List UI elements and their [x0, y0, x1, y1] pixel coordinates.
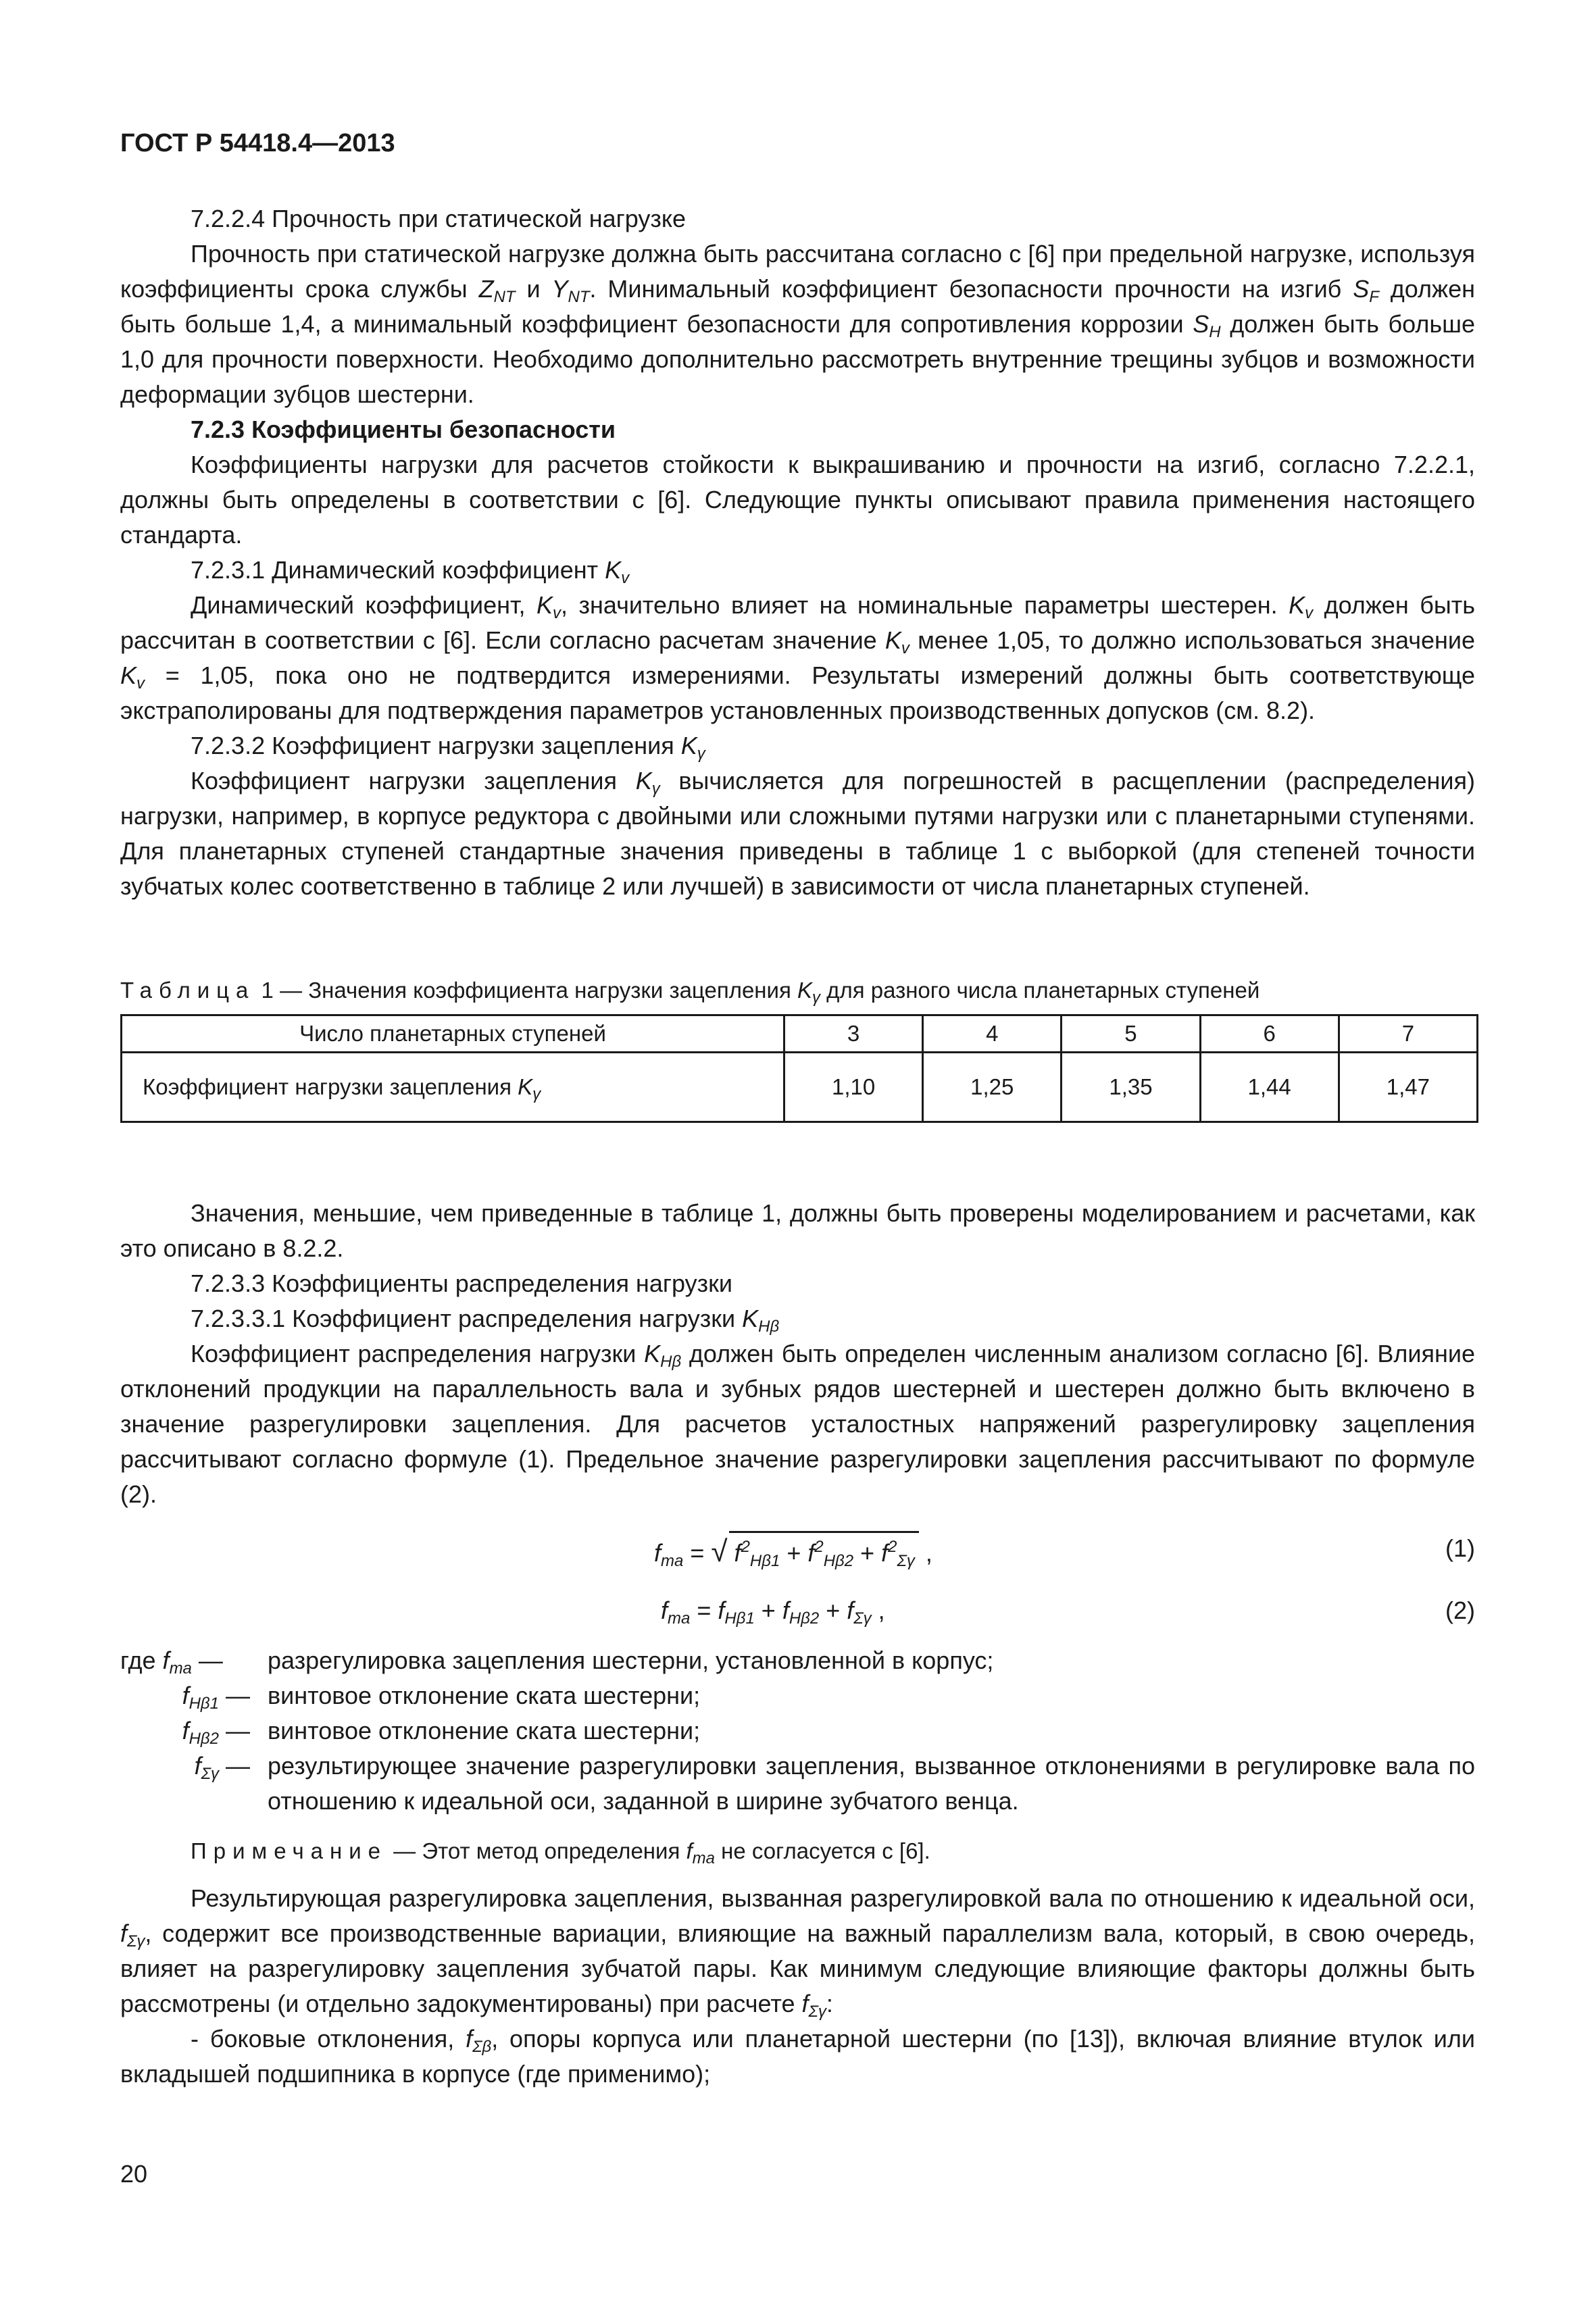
after-table-paragraph: Значения, меньшие, чем приведенные в таблице 1, должны быть проверены моделированием и расчетами, как это описано в 8.2.2.: [120, 1199, 1475, 1262]
text-block-lower: [120, 1196, 1475, 2092]
table-cell: 6: [1200, 1015, 1339, 1053]
text-block-upper: [120, 201, 1475, 904]
definition-fsg: $f_{\Sigma\gamma}$ — результирующее значение разрегулировки зацепления, вызванное отклонениями в регулировке вала по отношению к идеальной оси, заданной в ширине зубчатого венца.: [194, 1752, 1475, 1815]
definition-fhb1: $f_{H\beta 1}$ — винтовое отклонение ската шестерни;: [182, 1682, 701, 1713]
section-7231-paragraph: Динамический коэффициент, $K_v$, значительно влияет на номинальные параметры шестерен. $K_v$ должен быть рассчитан в соответствии с [6]. Если согласно расчетам значение $K_v$ менее 1,05, то должно использоваться значение $K_v = 1,05$, пока оно не подтвердится измерениями. Результаты измерений должны быть соответствующе экстраполированы для подтверждения параметров установленных производственных допусков (см. 8.2).: [120, 591, 1476, 724]
section-72331-title: 7.2.3.3.1 Коэффициент распределения нагрузки $K_{H\beta}$: [191, 1305, 780, 1336]
document-header: ГОСТ Р 54418.4—2013: [120, 129, 395, 157]
table-row: [122, 1053, 1478, 1122]
formula-2: $f_{ma} = f_{H\beta 1} + f_{H\beta 2} + f_{\Sigma\gamma}$ , (2): [120, 1581, 1475, 1643]
table-cell: 1,10: [784, 1053, 923, 1122]
table-1-block: [120, 975, 1475, 1123]
definition-fhb2: $f_{H\beta 2}$ — винтовое отклонение ската шестерни;: [182, 1717, 701, 1748]
table-cell: 7: [1339, 1015, 1477, 1053]
table-cell: 4: [923, 1015, 1062, 1053]
table-1-caption: Таблица 1 — Значения коэффициента нагрузки зацепления $K_\gamma$ для разного числа планетарных ступеней: [120, 978, 1260, 1007]
symbol-definitions: [120, 1643, 1475, 1819]
section-7232-title: 7.2.3.2 Коэффициент нагрузки зацепления $K_\gamma$: [191, 732, 705, 763]
note: Примечание — Этот метод определения $f_{ma}$ не согласуется с [6].: [191, 1838, 930, 1867]
section-723-paragraph: Коэффициенты нагрузки для расчетов стойкости к выкрашиванию и прочности на изгиб, согласно 7.2.2.1, должны быть определены в соответствии с [6]. Следующие пункты описывают правила применения настоящего стандарта.: [120, 451, 1475, 549]
table-cell: 3: [784, 1015, 923, 1053]
formula-1: $f_{ma}$ = √ $f^2_{H\beta 1} + f^2_{H\beta 2} + f^2_{\Sigma\gamma}$ , (1): [120, 1519, 1475, 1581]
formula-number-2: (2): [1445, 1596, 1475, 1624]
table-header-cell: Число планетарных ступеней: [122, 1015, 784, 1053]
table-header-cell: Коэффициент нагрузки зацепления $K_\gamma$: [122, 1053, 784, 1122]
table-1: [120, 1014, 1478, 1123]
table-cell: 1,35: [1062, 1053, 1200, 1122]
section-72331-paragraph: Коэффициент распределения нагрузки $K_{H\beta}$ должен быть определен численным анализом согласно [6]. Влияние отклонений продукции на параллельность вала и зубных рядов шестерней и шестерен должно быть включено в значение разрегулировки зацепления. Для расчетов усталостных напряжений разрегулировку зацепления рассчитывают согласно формуле (1). Предельное значение разрегулировки зацепления рассчитывают по формуле (2).: [120, 1340, 1475, 1508]
list-item: - боковые отклонения, $f_{\Sigma\beta}$, опоры корпуса или планетарной шестерни (по [13]), включая влияние втулок или вкладышей подшипника в корпусе (где применимо);: [120, 2025, 1475, 2088]
section-7233-title: 7.2.3.3 Коэффициенты распределения нагрузки: [191, 1269, 732, 1297]
table-cell: 5: [1062, 1015, 1200, 1053]
section-7231-title: 7.2.3.1 Динамический коэффициент $K_v$: [191, 556, 630, 587]
table-row: [122, 1015, 1478, 1053]
section-7224-title: 7.2.2.4 Прочность при статической нагрузке: [191, 205, 687, 232]
section-723-title: 7.2.3 Коэффициенты безопасности: [191, 416, 616, 443]
table-cell: 1,47: [1339, 1053, 1477, 1122]
section-7232-paragraph: Коэффициент нагрузки зацепления $K_\gamma$ вычисляется для погрешностей в расщеплении (распределения) нагрузки, например, в корпусе редуктора с двойными или сложными путями нагрузки или с планетарными ступенями. Для планетарных ступеней стандартные значения приведены в таблице 1 с выборкой (для степеней точности зубчатых колес соответственно в таблице 2 или лучшей) в зависимости от числа планетарных ступеней.: [120, 767, 1475, 900]
formula-number-1: (1): [1445, 1534, 1475, 1562]
table-cell: 1,25: [923, 1053, 1062, 1122]
section-7224-paragraph: Прочность при статической нагрузке должна быть рассчитана согласно с [6] при предельной нагрузке, используя коэффициенты срока службы $Z_{NT}$ и $Y_{NT}$. Минимальный коэффициент безопасности прочности на изгиб $S_F$ должен быть больше 1,4, а минимальный коэффициент безопасности для сопротивления коррозии $S_H$ должен быть больше 1,0 для прочности поверхности. Необходимо дополнительно рассмотреть внутренние трещины зубцов и возможности деформации зубцов шестерни.: [120, 240, 1475, 408]
final-paragraph: Результирующая разрегулировка зацепления, вызванная разрегулировкой вала по отношению к идеальной оси, $f_{\Sigma\gamma}$, содержит все производственные вариации, влияющие на важный параллелизм вала, который, в свою очередь, влияет на разрегулировку зацепления зубчатой пары. Как минимум следующие влияющие факторы должны быть рассмотрены (и отдельно задокументированы) при расчете $f_{\Sigma\gamma}$:: [120, 1884, 1475, 2021]
page-number: 20: [120, 2160, 148, 2188]
table-cell: 1,44: [1200, 1053, 1339, 1122]
definition-fma: где $f_{ma}$ — разрегулировка зацепления шестерни, установленной в корпус;: [120, 1646, 994, 1678]
